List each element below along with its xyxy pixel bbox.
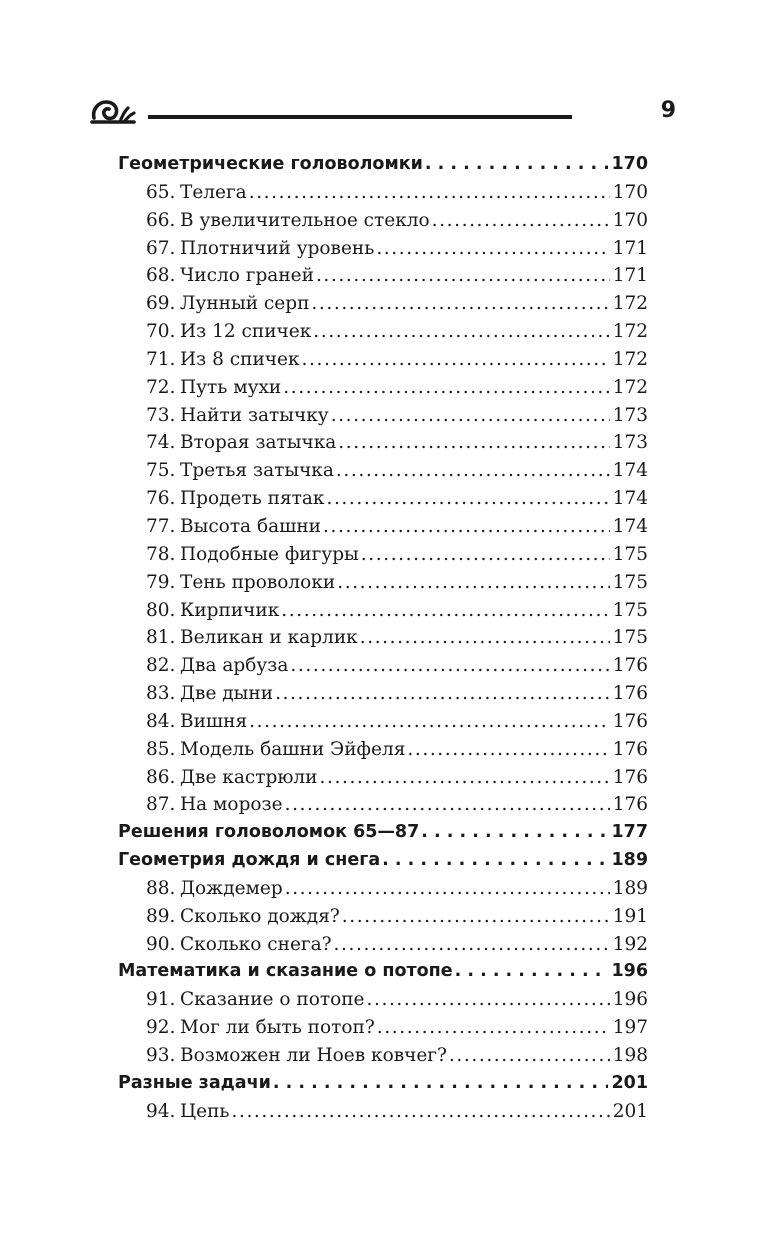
toc-entry-title: Лунный серп <box>180 293 310 315</box>
dot-leader <box>323 516 610 537</box>
toc-entry-title: Геометрия дождя и снега <box>118 850 381 871</box>
dot-leader <box>313 321 610 342</box>
toc-item-entry <box>118 794 648 822</box>
dot-leader <box>290 655 610 676</box>
toc-entry-title: Из 8 спичек <box>180 348 300 370</box>
toc-entry-number: 87. <box>146 794 176 816</box>
toc-item-entry <box>118 516 648 544</box>
toc-entry-title: Найти затычку <box>180 404 329 426</box>
dot-leader <box>367 989 611 1010</box>
toc-section-entry <box>118 1073 648 1101</box>
toc-entry-number: 82. <box>146 655 176 677</box>
toc-entry-number: 86. <box>146 766 176 788</box>
toc-item-entry <box>118 878 648 906</box>
toc-entry-title: Третья затычка <box>180 460 334 482</box>
toc-entry-title: Кирпичик <box>180 599 280 621</box>
toc-item-entry <box>118 767 648 795</box>
toc-entry-number: 71. <box>146 348 176 370</box>
dot-leader <box>285 878 610 899</box>
toc-entry-page: 176 <box>612 794 648 816</box>
toc-entry-page: 192 <box>612 933 648 955</box>
toc-entry-title: Два арбуза <box>180 655 289 677</box>
toc-entry-title: Решения головоломок 65—87 <box>118 822 420 843</box>
toc-entry-page: 170 <box>612 181 648 203</box>
toc-item-entry <box>118 210 648 238</box>
toc-entry-title: Две дыни <box>180 683 274 705</box>
toc-entry-page: 174 <box>612 488 648 510</box>
dot-leader <box>311 293 610 314</box>
dot-leader <box>231 1101 610 1122</box>
dot-leader <box>320 767 610 788</box>
dot-leader <box>455 961 608 981</box>
toc-entry-number: 90. <box>146 933 176 955</box>
toc-item-entry <box>118 238 648 266</box>
toc-entry-number: 68. <box>146 265 176 287</box>
toc-entry-number: 72. <box>146 376 176 398</box>
toc-entry-title: Плотничий уровень <box>180 237 375 259</box>
toc-entry-title: Великан и карлик <box>180 627 358 649</box>
dot-leader <box>249 711 610 732</box>
toc-item-entry <box>118 182 648 210</box>
table-of-contents <box>118 154 648 1129</box>
dot-leader <box>421 822 608 842</box>
toc-item-entry <box>118 934 648 962</box>
toc-entry-page: 189 <box>612 877 648 899</box>
toc-entry-page: 170 <box>611 154 648 174</box>
toc-entry-number: 85. <box>146 738 176 760</box>
toc-entry-number: 76. <box>146 488 176 510</box>
toc-entry-title: Разные задачи <box>118 1072 271 1093</box>
dot-leader <box>407 739 610 760</box>
dot-leader <box>449 1045 610 1066</box>
toc-entry-number: 67. <box>146 237 176 259</box>
toc-item-entry <box>118 377 648 405</box>
toc-entry-number: 84. <box>146 710 176 732</box>
toc-entry-page: 172 <box>612 376 648 398</box>
toc-entry-title: В увеличительное стекло <box>180 209 430 231</box>
toc-entry-number: 83. <box>146 683 176 705</box>
toc-item-entry <box>118 293 648 321</box>
dot-leader <box>331 405 610 426</box>
toc-item-entry <box>118 600 648 628</box>
toc-entry-number: 89. <box>146 905 176 927</box>
toc-entry-page: 176 <box>612 683 648 705</box>
toc-entry-number: 69. <box>146 293 176 315</box>
header-rule <box>148 115 572 119</box>
toc-entry-number: 70. <box>146 321 176 343</box>
toc-entry-page: 197 <box>612 1017 648 1039</box>
toc-entry-title: Сказание о потопе <box>180 989 365 1011</box>
toc-entry-title: Возможен ли Ноев ковчег? <box>180 1045 447 1066</box>
toc-item-entry <box>118 432 648 460</box>
dot-leader <box>302 349 610 370</box>
toc-entry-title: Две кастрюли <box>180 766 318 788</box>
toc-entry-number: 80. <box>146 599 176 621</box>
toc-item-entry <box>118 655 648 683</box>
toc-entry-number: 74. <box>146 432 176 454</box>
dot-leader <box>342 906 610 927</box>
toc-entry-title: Вишня <box>180 710 248 732</box>
toc-entry-title: Цепь <box>180 1100 230 1122</box>
toc-entry-number: 81. <box>146 627 176 649</box>
toc-entry-page: 176 <box>612 710 648 732</box>
toc-item-entry <box>118 683 648 711</box>
dot-leader <box>336 460 610 481</box>
toc-entry-page: 175 <box>612 571 648 593</box>
toc-entry-title: Телега <box>180 181 247 203</box>
toc-entry-title: Модель башни Эйфеля <box>180 738 406 760</box>
toc-item-entry <box>118 488 648 516</box>
toc-entry-page: 175 <box>612 543 648 565</box>
dot-leader <box>283 377 610 398</box>
toc-entry-title: Математика и сказание о потопе <box>118 961 453 982</box>
dot-leader <box>275 683 610 704</box>
toc-entry-title: Высота башни <box>180 515 321 537</box>
toc-entry-page: 191 <box>612 905 648 927</box>
toc-item-entry <box>118 544 648 572</box>
toc-entry-number: 92. <box>146 1017 176 1039</box>
toc-entry-title: Мог ли быть потоп? <box>180 1017 375 1039</box>
toc-item-entry <box>118 989 648 1017</box>
toc-section-entry <box>118 850 648 878</box>
dot-leader <box>326 488 610 509</box>
toc-item-entry <box>118 1045 648 1073</box>
toc-entry-page: 172 <box>612 321 648 343</box>
toc-item-entry <box>118 906 648 934</box>
toc-entry-page: 175 <box>612 627 648 649</box>
toc-item-entry <box>118 572 648 600</box>
toc-entry-page: 201 <box>611 1072 648 1093</box>
dot-leader <box>316 265 610 286</box>
dot-leader <box>338 432 610 453</box>
toc-entry-page: 189 <box>611 850 648 871</box>
toc-entry-number: 88. <box>146 877 176 899</box>
toc-entry-title: Дождемер <box>180 877 283 899</box>
dot-leader <box>285 794 610 815</box>
toc-entry-page: 171 <box>612 265 648 287</box>
toc-entry-number: 65. <box>146 181 176 203</box>
toc-entry-page: 174 <box>612 460 648 482</box>
toc-item-entry <box>118 405 648 433</box>
dot-leader <box>337 572 610 593</box>
toc-entry-number: 73. <box>146 404 176 426</box>
dot-leader <box>377 1017 610 1038</box>
toc-entry-number: 75. <box>146 460 176 482</box>
dot-leader <box>334 934 610 955</box>
snail-icon <box>90 96 138 126</box>
toc-entry-number: 78. <box>146 543 176 565</box>
toc-entry-page: 196 <box>611 961 648 982</box>
toc-section-entry <box>118 154 648 182</box>
dot-leader <box>281 600 610 621</box>
toc-entry-page: 170 <box>612 209 648 231</box>
page-header <box>0 0 768 140</box>
toc-entry-page: 177 <box>611 822 648 843</box>
toc-item-entry <box>118 627 648 655</box>
toc-entry-title: Сколько снега? <box>180 933 332 955</box>
dot-leader <box>361 544 610 565</box>
dot-leader <box>432 210 610 231</box>
page-number: 9 <box>660 98 676 123</box>
toc-entry-number: 77. <box>146 515 176 537</box>
toc-entry-page: 198 <box>612 1045 648 1066</box>
toc-item-entry <box>118 265 648 293</box>
toc-entry-page: 175 <box>612 599 648 621</box>
toc-entry-number: 66. <box>146 209 176 231</box>
toc-entry-title: Путь мухи <box>180 376 282 398</box>
toc-entry-page: 176 <box>612 766 648 788</box>
toc-entry-title: На морозе <box>180 794 283 816</box>
toc-entry-title: Число граней <box>180 265 314 287</box>
toc-section-entry <box>118 822 648 850</box>
toc-entry-title: Сколько дождя? <box>180 905 340 927</box>
toc-entry-title: Продеть пятак <box>180 488 325 510</box>
toc-entry-title: Подобные фигуры <box>180 543 359 565</box>
toc-entry-title: Тень проволоки <box>180 571 336 593</box>
toc-entry-number: 91. <box>146 989 176 1011</box>
toc-item-entry <box>118 1017 648 1045</box>
dot-leader <box>360 627 610 648</box>
toc-section-entry <box>118 961 648 989</box>
dot-leader <box>382 850 608 870</box>
toc-entry-page: 176 <box>612 655 648 677</box>
toc-entry-title: Геометрические головоломки <box>118 154 423 174</box>
toc-entry-page: 172 <box>612 293 648 315</box>
toc-item-entry <box>118 460 648 488</box>
toc-entry-page: 201 <box>612 1100 648 1122</box>
toc-entry-number: 94. <box>146 1100 176 1122</box>
toc-entry-page: 176 <box>612 738 648 760</box>
toc-entry-page: 172 <box>612 348 648 370</box>
dot-leader <box>249 182 610 203</box>
toc-entry-page: 173 <box>612 432 648 454</box>
toc-entry-title: Из 12 спичек <box>180 321 312 343</box>
toc-item-entry <box>118 739 648 767</box>
dot-leader <box>273 1073 608 1093</box>
toc-entry-page: 171 <box>612 237 648 259</box>
toc-entry-number: 79. <box>146 571 176 593</box>
toc-item-entry <box>118 349 648 377</box>
dot-leader <box>425 154 608 174</box>
dot-leader <box>376 238 610 259</box>
toc-item-entry <box>118 711 648 739</box>
toc-entry-page: 173 <box>612 404 648 426</box>
toc-entry-title: Вторая затычка <box>180 432 337 454</box>
toc-entry-page: 196 <box>612 989 648 1011</box>
toc-item-entry <box>118 321 648 349</box>
toc-item-entry <box>118 1101 648 1129</box>
toc-entry-number: 93. <box>146 1045 176 1066</box>
toc-entry-page: 174 <box>612 515 648 537</box>
